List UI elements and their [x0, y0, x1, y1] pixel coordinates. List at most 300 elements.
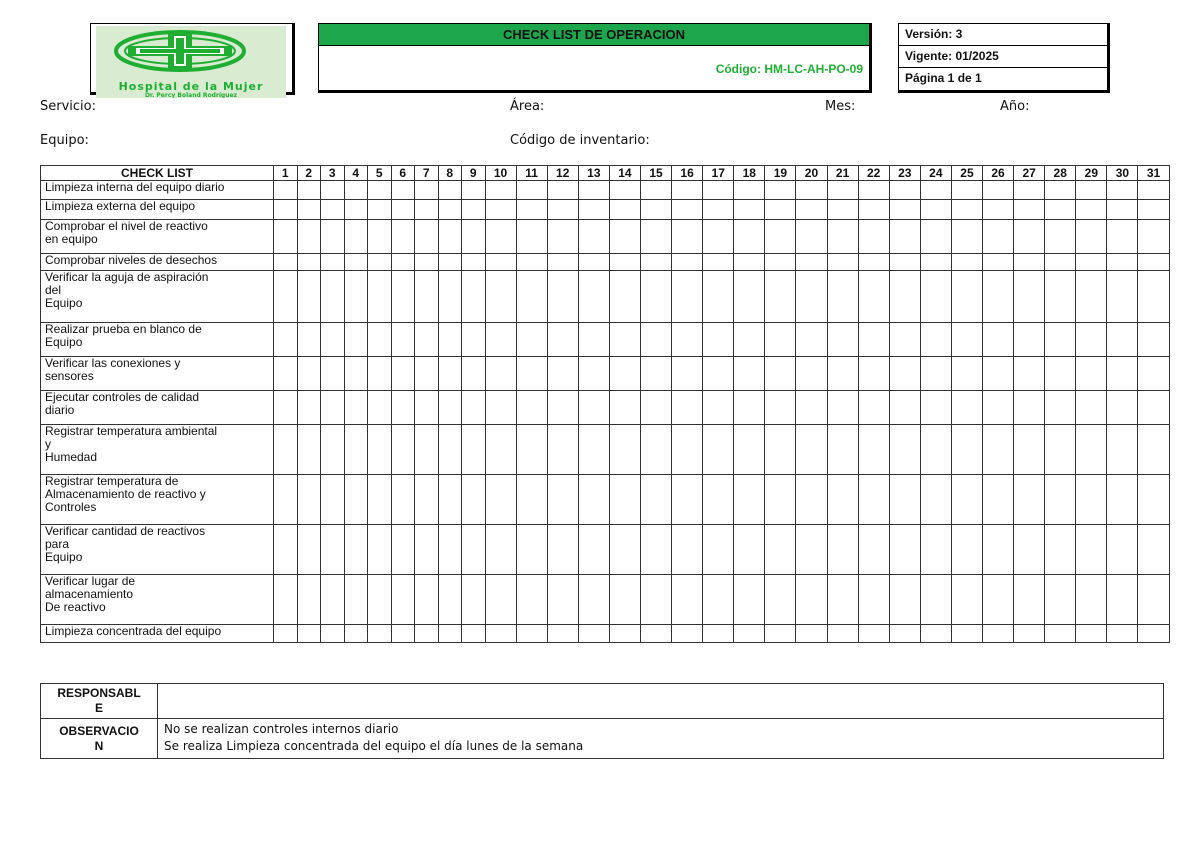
day-check-cell[interactable] — [672, 357, 703, 391]
day-check-cell[interactable] — [547, 475, 578, 525]
day-check-cell[interactable] — [1014, 525, 1045, 575]
day-check-cell[interactable] — [547, 357, 578, 391]
day-check-cell[interactable] — [462, 357, 486, 391]
day-check-cell[interactable] — [344, 220, 368, 254]
day-check-cell[interactable] — [297, 254, 321, 271]
day-check-cell[interactable] — [1014, 357, 1045, 391]
day-check-cell[interactable] — [391, 475, 415, 525]
day-check-cell[interactable] — [1045, 254, 1076, 271]
day-check-cell[interactable] — [640, 625, 671, 643]
day-check-cell[interactable] — [438, 220, 462, 254]
day-check-cell[interactable] — [485, 200, 516, 220]
day-check-cell[interactable] — [1014, 323, 1045, 357]
day-check-cell[interactable] — [889, 271, 920, 323]
day-check-cell[interactable] — [1045, 625, 1076, 643]
day-check-cell[interactable] — [274, 181, 298, 200]
day-check-cell[interactable] — [1107, 200, 1138, 220]
day-check-cell[interactable] — [344, 391, 368, 425]
day-check-cell[interactable] — [462, 425, 486, 475]
day-check-cell[interactable] — [1045, 575, 1076, 625]
day-check-cell[interactable] — [983, 200, 1014, 220]
day-check-cell[interactable] — [951, 200, 982, 220]
day-check-cell[interactable] — [274, 475, 298, 525]
day-check-cell[interactable] — [485, 625, 516, 643]
day-check-cell[interactable] — [415, 425, 439, 475]
day-check-cell[interactable] — [547, 425, 578, 475]
day-check-cell[interactable] — [344, 575, 368, 625]
day-check-cell[interactable] — [1045, 200, 1076, 220]
day-check-cell[interactable] — [391, 525, 415, 575]
day-check-cell[interactable] — [1014, 200, 1045, 220]
day-check-cell[interactable] — [547, 181, 578, 200]
day-check-cell[interactable] — [516, 475, 547, 525]
day-check-cell[interactable] — [609, 525, 640, 575]
day-check-cell[interactable] — [609, 575, 640, 625]
day-check-cell[interactable] — [321, 625, 345, 643]
day-check-cell[interactable] — [609, 391, 640, 425]
day-check-cell[interactable] — [438, 391, 462, 425]
day-check-cell[interactable] — [703, 200, 734, 220]
day-check-cell[interactable] — [516, 200, 547, 220]
day-check-cell[interactable] — [889, 220, 920, 254]
day-check-cell[interactable] — [1076, 200, 1107, 220]
day-check-cell[interactable] — [951, 625, 982, 643]
day-check-cell[interactable] — [920, 625, 951, 643]
day-check-cell[interactable] — [609, 475, 640, 525]
day-check-cell[interactable] — [516, 425, 547, 475]
day-check-cell[interactable] — [321, 357, 345, 391]
day-check-cell[interactable] — [734, 575, 765, 625]
day-check-cell[interactable] — [415, 475, 439, 525]
day-check-cell[interactable] — [672, 254, 703, 271]
day-check-cell[interactable] — [516, 525, 547, 575]
day-check-cell[interactable] — [415, 220, 439, 254]
day-check-cell[interactable] — [1107, 220, 1138, 254]
day-check-cell[interactable] — [765, 425, 796, 475]
day-check-cell[interactable] — [297, 475, 321, 525]
day-check-cell[interactable] — [391, 391, 415, 425]
day-check-cell[interactable] — [640, 181, 671, 200]
day-check-cell[interactable] — [1014, 271, 1045, 323]
day-check-cell[interactable] — [391, 625, 415, 643]
day-check-cell[interactable] — [368, 357, 392, 391]
day-check-cell[interactable] — [578, 181, 609, 200]
day-check-cell[interactable] — [1107, 475, 1138, 525]
day-check-cell[interactable] — [1076, 525, 1107, 575]
day-check-cell[interactable] — [1107, 391, 1138, 425]
day-check-cell[interactable] — [415, 271, 439, 323]
day-check-cell[interactable] — [415, 391, 439, 425]
day-check-cell[interactable] — [274, 220, 298, 254]
day-check-cell[interactable] — [951, 475, 982, 525]
day-check-cell[interactable] — [858, 181, 889, 200]
day-check-cell[interactable] — [858, 391, 889, 425]
day-check-cell[interactable] — [983, 575, 1014, 625]
day-check-cell[interactable] — [796, 475, 827, 525]
day-check-cell[interactable] — [391, 357, 415, 391]
day-check-cell[interactable] — [368, 220, 392, 254]
day-check-cell[interactable] — [796, 425, 827, 475]
day-check-cell[interactable] — [516, 254, 547, 271]
day-check-cell[interactable] — [951, 220, 982, 254]
day-check-cell[interactable] — [858, 575, 889, 625]
day-check-cell[interactable] — [734, 475, 765, 525]
day-check-cell[interactable] — [1014, 625, 1045, 643]
day-check-cell[interactable] — [672, 475, 703, 525]
day-check-cell[interactable] — [485, 357, 516, 391]
day-check-cell[interactable] — [578, 254, 609, 271]
day-check-cell[interactable] — [796, 181, 827, 200]
day-check-cell[interactable] — [368, 625, 392, 643]
day-check-cell[interactable] — [516, 575, 547, 625]
day-check-cell[interactable] — [438, 323, 462, 357]
day-check-cell[interactable] — [672, 323, 703, 357]
day-check-cell[interactable] — [1076, 475, 1107, 525]
day-check-cell[interactable] — [765, 575, 796, 625]
day-check-cell[interactable] — [1045, 525, 1076, 575]
day-check-cell[interactable] — [297, 425, 321, 475]
day-check-cell[interactable] — [1014, 575, 1045, 625]
day-check-cell[interactable] — [391, 271, 415, 323]
day-check-cell[interactable] — [1107, 254, 1138, 271]
day-check-cell[interactable] — [983, 425, 1014, 475]
day-check-cell[interactable] — [858, 357, 889, 391]
day-check-cell[interactable] — [765, 254, 796, 271]
day-check-cell[interactable] — [734, 425, 765, 475]
day-check-cell[interactable] — [858, 271, 889, 323]
day-check-cell[interactable] — [1045, 475, 1076, 525]
day-check-cell[interactable] — [796, 357, 827, 391]
day-check-cell[interactable] — [516, 323, 547, 357]
day-check-cell[interactable] — [765, 475, 796, 525]
day-check-cell[interactable] — [796, 575, 827, 625]
day-check-cell[interactable] — [703, 391, 734, 425]
day-check-cell[interactable] — [1014, 254, 1045, 271]
day-check-cell[interactable] — [1107, 575, 1138, 625]
day-check-cell[interactable] — [827, 475, 858, 525]
day-check-cell[interactable] — [1014, 391, 1045, 425]
day-check-cell[interactable] — [415, 625, 439, 643]
day-check-cell[interactable] — [391, 200, 415, 220]
day-check-cell[interactable] — [672, 271, 703, 323]
day-check-cell[interactable] — [765, 181, 796, 200]
day-check-cell[interactable] — [1138, 475, 1169, 525]
day-check-cell[interactable] — [1107, 625, 1138, 643]
day-check-cell[interactable] — [368, 575, 392, 625]
day-check-cell[interactable] — [1138, 181, 1169, 200]
day-check-cell[interactable] — [438, 271, 462, 323]
day-check-cell[interactable] — [672, 425, 703, 475]
day-check-cell[interactable] — [485, 525, 516, 575]
day-check-cell[interactable] — [485, 181, 516, 200]
day-check-cell[interactable] — [827, 271, 858, 323]
day-check-cell[interactable] — [889, 575, 920, 625]
day-check-cell[interactable] — [344, 357, 368, 391]
day-check-cell[interactable] — [609, 200, 640, 220]
day-check-cell[interactable] — [1138, 391, 1169, 425]
day-check-cell[interactable] — [920, 475, 951, 525]
day-check-cell[interactable] — [578, 575, 609, 625]
day-check-cell[interactable] — [640, 254, 671, 271]
day-check-cell[interactable] — [344, 323, 368, 357]
day-check-cell[interactable] — [578, 525, 609, 575]
day-check-cell[interactable] — [858, 323, 889, 357]
day-check-cell[interactable] — [297, 525, 321, 575]
day-check-cell[interactable] — [920, 357, 951, 391]
day-check-cell[interactable] — [609, 625, 640, 643]
day-check-cell[interactable] — [438, 254, 462, 271]
day-check-cell[interactable] — [438, 525, 462, 575]
day-check-cell[interactable] — [703, 575, 734, 625]
day-check-cell[interactable] — [344, 181, 368, 200]
day-check-cell[interactable] — [640, 525, 671, 575]
day-check-cell[interactable] — [438, 181, 462, 200]
day-check-cell[interactable] — [827, 254, 858, 271]
day-check-cell[interactable] — [827, 181, 858, 200]
day-check-cell[interactable] — [1014, 425, 1045, 475]
day-check-cell[interactable] — [516, 271, 547, 323]
day-check-cell[interactable] — [640, 357, 671, 391]
day-check-cell[interactable] — [274, 425, 298, 475]
day-check-cell[interactable] — [983, 323, 1014, 357]
day-check-cell[interactable] — [1076, 575, 1107, 625]
day-check-cell[interactable] — [734, 200, 765, 220]
day-check-cell[interactable] — [297, 200, 321, 220]
day-check-cell[interactable] — [734, 181, 765, 200]
day-check-cell[interactable] — [858, 625, 889, 643]
day-check-cell[interactable] — [1138, 220, 1169, 254]
day-check-cell[interactable] — [368, 200, 392, 220]
day-check-cell[interactable] — [765, 220, 796, 254]
day-check-cell[interactable] — [516, 357, 547, 391]
day-check-cell[interactable] — [734, 525, 765, 575]
day-check-cell[interactable] — [547, 220, 578, 254]
day-check-cell[interactable] — [1107, 271, 1138, 323]
day-check-cell[interactable] — [640, 475, 671, 525]
day-check-cell[interactable] — [415, 200, 439, 220]
day-check-cell[interactable] — [609, 323, 640, 357]
day-check-cell[interactable] — [951, 181, 982, 200]
day-check-cell[interactable] — [1045, 425, 1076, 475]
day-check-cell[interactable] — [485, 475, 516, 525]
day-check-cell[interactable] — [297, 220, 321, 254]
day-check-cell[interactable] — [796, 391, 827, 425]
day-check-cell[interactable] — [889, 475, 920, 525]
day-check-cell[interactable] — [391, 575, 415, 625]
day-check-cell[interactable] — [321, 391, 345, 425]
day-check-cell[interactable] — [889, 625, 920, 643]
day-check-cell[interactable] — [516, 625, 547, 643]
day-check-cell[interactable] — [889, 181, 920, 200]
day-check-cell[interactable] — [547, 271, 578, 323]
day-check-cell[interactable] — [951, 575, 982, 625]
day-check-cell[interactable] — [827, 391, 858, 425]
day-check-cell[interactable] — [796, 625, 827, 643]
day-check-cell[interactable] — [734, 220, 765, 254]
day-check-cell[interactable] — [609, 425, 640, 475]
day-check-cell[interactable] — [1045, 357, 1076, 391]
day-check-cell[interactable] — [858, 200, 889, 220]
day-check-cell[interactable] — [983, 475, 1014, 525]
day-check-cell[interactable] — [983, 525, 1014, 575]
day-check-cell[interactable] — [462, 200, 486, 220]
day-check-cell[interactable] — [274, 200, 298, 220]
day-check-cell[interactable] — [609, 357, 640, 391]
day-check-cell[interactable] — [274, 254, 298, 271]
day-check-cell[interactable] — [321, 200, 345, 220]
day-check-cell[interactable] — [858, 425, 889, 475]
responsable-value[interactable] — [158, 684, 1164, 719]
day-check-cell[interactable] — [827, 575, 858, 625]
day-check-cell[interactable] — [920, 391, 951, 425]
day-check-cell[interactable] — [547, 254, 578, 271]
day-check-cell[interactable] — [485, 575, 516, 625]
day-check-cell[interactable] — [796, 271, 827, 323]
day-check-cell[interactable] — [274, 323, 298, 357]
day-check-cell[interactable] — [516, 391, 547, 425]
day-check-cell[interactable] — [1076, 271, 1107, 323]
day-check-cell[interactable] — [703, 271, 734, 323]
day-check-cell[interactable] — [485, 425, 516, 475]
day-check-cell[interactable] — [485, 254, 516, 271]
day-check-cell[interactable] — [734, 323, 765, 357]
day-check-cell[interactable] — [462, 575, 486, 625]
day-check-cell[interactable] — [321, 475, 345, 525]
day-check-cell[interactable] — [297, 391, 321, 425]
day-check-cell[interactable] — [368, 181, 392, 200]
day-check-cell[interactable] — [1076, 181, 1107, 200]
day-check-cell[interactable] — [462, 271, 486, 323]
day-check-cell[interactable] — [703, 181, 734, 200]
day-check-cell[interactable] — [578, 475, 609, 525]
day-check-cell[interactable] — [462, 391, 486, 425]
day-check-cell[interactable] — [889, 200, 920, 220]
day-check-cell[interactable] — [1138, 525, 1169, 575]
day-check-cell[interactable] — [297, 575, 321, 625]
day-check-cell[interactable] — [1076, 425, 1107, 475]
day-check-cell[interactable] — [1014, 475, 1045, 525]
day-check-cell[interactable] — [297, 357, 321, 391]
day-check-cell[interactable] — [858, 254, 889, 271]
day-check-cell[interactable] — [734, 357, 765, 391]
day-check-cell[interactable] — [1138, 271, 1169, 323]
day-check-cell[interactable] — [920, 220, 951, 254]
day-check-cell[interactable] — [368, 323, 392, 357]
day-check-cell[interactable] — [703, 323, 734, 357]
day-check-cell[interactable] — [889, 391, 920, 425]
day-check-cell[interactable] — [438, 575, 462, 625]
day-check-cell[interactable] — [344, 271, 368, 323]
day-check-cell[interactable] — [672, 220, 703, 254]
day-check-cell[interactable] — [1138, 323, 1169, 357]
day-check-cell[interactable] — [547, 323, 578, 357]
day-check-cell[interactable] — [951, 357, 982, 391]
day-check-cell[interactable] — [703, 425, 734, 475]
day-check-cell[interactable] — [415, 181, 439, 200]
observacion-value[interactable] — [158, 719, 1164, 759]
day-check-cell[interactable] — [391, 220, 415, 254]
day-check-cell[interactable] — [983, 625, 1014, 643]
day-check-cell[interactable] — [703, 220, 734, 254]
day-check-cell[interactable] — [274, 271, 298, 323]
day-check-cell[interactable] — [578, 323, 609, 357]
day-check-cell[interactable] — [796, 220, 827, 254]
day-check-cell[interactable] — [578, 357, 609, 391]
day-check-cell[interactable] — [1076, 625, 1107, 643]
day-check-cell[interactable] — [672, 625, 703, 643]
day-check-cell[interactable] — [415, 525, 439, 575]
day-check-cell[interactable] — [920, 575, 951, 625]
day-check-cell[interactable] — [672, 525, 703, 575]
day-check-cell[interactable] — [640, 425, 671, 475]
day-check-cell[interactable] — [321, 323, 345, 357]
day-check-cell[interactable] — [297, 625, 321, 643]
day-check-cell[interactable] — [391, 425, 415, 475]
day-check-cell[interactable] — [344, 525, 368, 575]
day-check-cell[interactable] — [438, 625, 462, 643]
day-check-cell[interactable] — [734, 625, 765, 643]
day-check-cell[interactable] — [983, 271, 1014, 323]
day-check-cell[interactable] — [920, 525, 951, 575]
day-check-cell[interactable] — [1045, 181, 1076, 200]
day-check-cell[interactable] — [765, 525, 796, 575]
day-check-cell[interactable] — [462, 525, 486, 575]
day-check-cell[interactable] — [415, 254, 439, 271]
day-check-cell[interactable] — [1045, 271, 1076, 323]
day-check-cell[interactable] — [827, 625, 858, 643]
day-check-cell[interactable] — [368, 391, 392, 425]
day-check-cell[interactable] — [321, 425, 345, 475]
day-check-cell[interactable] — [796, 323, 827, 357]
day-check-cell[interactable] — [765, 625, 796, 643]
day-check-cell[interactable] — [640, 575, 671, 625]
day-check-cell[interactable] — [1045, 220, 1076, 254]
day-check-cell[interactable] — [827, 200, 858, 220]
day-check-cell[interactable] — [734, 254, 765, 271]
day-check-cell[interactable] — [578, 391, 609, 425]
day-check-cell[interactable] — [368, 475, 392, 525]
day-check-cell[interactable] — [703, 357, 734, 391]
day-check-cell[interactable] — [858, 525, 889, 575]
day-check-cell[interactable] — [983, 220, 1014, 254]
day-check-cell[interactable] — [368, 525, 392, 575]
day-check-cell[interactable] — [920, 323, 951, 357]
day-check-cell[interactable] — [920, 200, 951, 220]
day-check-cell[interactable] — [609, 220, 640, 254]
day-check-cell[interactable] — [734, 391, 765, 425]
day-check-cell[interactable] — [640, 271, 671, 323]
day-check-cell[interactable] — [1076, 254, 1107, 271]
day-check-cell[interactable] — [578, 425, 609, 475]
day-check-cell[interactable] — [485, 323, 516, 357]
day-check-cell[interactable] — [796, 200, 827, 220]
day-check-cell[interactable] — [368, 254, 392, 271]
day-check-cell[interactable] — [1138, 254, 1169, 271]
day-check-cell[interactable] — [765, 200, 796, 220]
day-check-cell[interactable] — [1107, 323, 1138, 357]
day-check-cell[interactable] — [640, 391, 671, 425]
day-check-cell[interactable] — [274, 525, 298, 575]
day-check-cell[interactable] — [368, 271, 392, 323]
day-check-cell[interactable] — [640, 323, 671, 357]
day-check-cell[interactable] — [703, 525, 734, 575]
day-check-cell[interactable] — [765, 323, 796, 357]
day-check-cell[interactable] — [983, 254, 1014, 271]
day-check-cell[interactable] — [734, 271, 765, 323]
day-check-cell[interactable] — [344, 425, 368, 475]
day-check-cell[interactable] — [1014, 220, 1045, 254]
day-check-cell[interactable] — [438, 357, 462, 391]
